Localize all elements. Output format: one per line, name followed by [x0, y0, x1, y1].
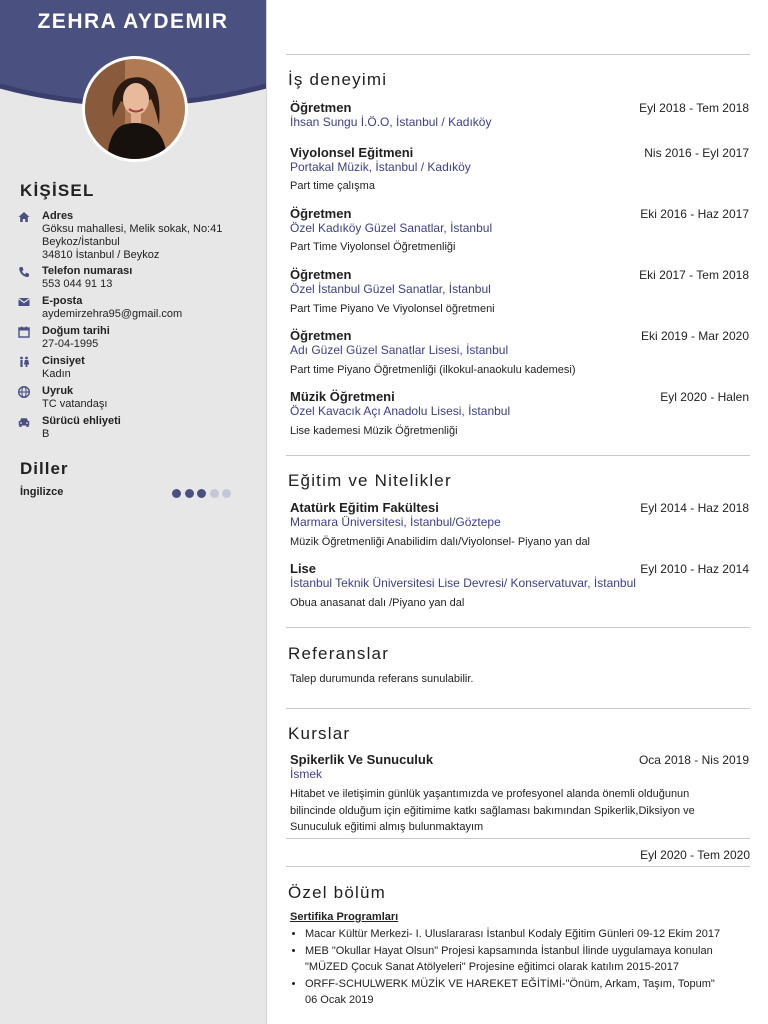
nationality-label: Uyruk: [42, 385, 74, 397]
experience-role: Müzik Öğretmeni: [290, 389, 395, 404]
section-divider: [286, 838, 750, 839]
phone-value: 553 044 91 13: [42, 278, 113, 290]
calendar-icon: [17, 325, 31, 339]
level-dot: [222, 489, 231, 498]
experience-org: Özel Kadıköy Güzel Sanatlar, İstanbul: [290, 221, 493, 235]
section-divider: [286, 455, 750, 456]
courses-title: Kurslar: [288, 724, 351, 743]
address-label: Adres: [42, 210, 74, 222]
experience-role: Viyolonsel Eğitmeni: [290, 145, 414, 160]
education-title: Eğitim ve Nitelikler: [288, 471, 452, 490]
certificate-item: • ORFF-SCHULWERK MÜZİK VE HAREKET EĞİTİMİ-"Önüm, Arkam, Taşım, Topum" 06 Ocak 2019: [305, 976, 749, 1009]
experience-org: Adı Güzel Güzel Sanatlar Lisesi, İstanbul: [290, 343, 509, 357]
globe-icon: [17, 385, 31, 399]
email-value: aydemirzehra95@gmail.com: [42, 308, 183, 320]
education-org: Marmara Üniversitesi, İstanbul/Göztepe: [290, 515, 501, 529]
extra-course-date: Eyl 2020 - Tem 2020: [640, 848, 750, 862]
nationality-value: TC vatandaşı: [42, 398, 108, 410]
experience-date: Eyl 2020 - Halen: [660, 390, 749, 404]
license-label: Sürücü ehliyeti: [42, 415, 121, 427]
avatar-icon: [85, 59, 185, 159]
experience-desc: Lise kademesi Müzik Öğretmenliği: [290, 425, 458, 437]
experience-desc: Part Time Piyano Ve Viyolonsel öğretmeni: [290, 303, 495, 315]
special-title: Özel bölüm: [288, 883, 386, 902]
references-text: Talep durumunda referans sunulabilir.: [290, 673, 474, 685]
phone-icon: [17, 265, 31, 279]
course-description: Hitabet ve iletişimin günlük yaşantımızda ve profesyonel alanda önemli olduğunun bilincinde olduğum için eğitimime katkı sağlaması bakımından Spikerlik,Diksiyon ve Sunuculuk eğitimi almış bulunmaktayım: [290, 788, 695, 833]
address-value: Göksu mahallesi, Melik sokak, No:41 Beykoz/İstanbul 34810 İstanbul / Beykoz: [42, 223, 223, 261]
sidebar: [0, 0, 267, 1024]
certificate-item: • MEB "Okullar Hayat Olsun" Projesi kapsamında İstanbul İlinde uygulamaya konulan "MÜZED Çocuk Sanat Atölyeleri" Projesine eğitimci olarak katılım 2015-2017: [305, 943, 749, 976]
birthdate-label: Doğum tarihi: [42, 325, 110, 337]
email-label: E-posta: [42, 295, 83, 307]
phone-label: Telefon numarası: [42, 265, 133, 277]
experience-org: Özel Kavacık Açı Anadolu Lisesi, İstanbul: [290, 404, 511, 418]
experience-org: Portakal Müzik, İstanbul / Kadıköy: [290, 160, 471, 174]
experience-date: Eki 2016 - Haz 2017: [640, 207, 749, 221]
experience-date: Eki 2019 - Mar 2020: [640, 329, 749, 343]
gender-label: Cinsiyet: [42, 355, 85, 367]
experience-desc: Part time Piyano Öğretmenliği (ilkokul-anaokulu kademesi): [290, 364, 576, 376]
section-divider: [286, 866, 750, 867]
education-org: İstanbul Teknik Üniversitesi Lise Devresi/ Konservatuvar, İstanbul: [290, 576, 636, 590]
course-date: Oca 2018 - Nis 2019: [638, 753, 749, 767]
gender-icon: [17, 355, 31, 369]
references-title: Referanslar: [288, 644, 390, 663]
language-name: İngilizce: [20, 486, 64, 498]
experience-date: Eyl 2018 - Tem 2018: [639, 101, 749, 115]
education-school: Lise: [290, 561, 317, 576]
experience-role: Öğretmen: [290, 328, 352, 343]
experience-org: İhsan Sungu İ.Ö.O, İstanbul / Kadıköy: [290, 115, 492, 129]
experience-role: Öğretmen: [290, 100, 352, 115]
language-level-dots: [172, 489, 235, 507]
mail-icon: [17, 295, 31, 309]
main-content: [286, 0, 750, 1024]
education-desc: Obua anasanat dalı /Piyano yan dal: [290, 597, 465, 609]
certificate-list: [290, 926, 749, 1009]
experience-date: Eki 2017 - Tem 2018: [639, 268, 749, 282]
certificates-subtitle: Sertifika Programları: [290, 911, 399, 923]
experience-role: Öğretmen: [290, 267, 352, 282]
personal-section-title: KİŞİSEL: [20, 181, 95, 200]
gender-value: Kadın: [42, 368, 71, 380]
profile-photo: [82, 56, 188, 162]
experience-title: İş deneyimi: [288, 70, 388, 89]
course-org: İsmek: [290, 767, 323, 781]
certificate-item: • Macar Kültür Merkezi- I. Uluslararası İstanbul Kodaly Eğitim Günleri 09-12 Ekim 2017: [305, 926, 749, 943]
education-desc: Müzik Öğretmenliği Anabilidim dalı/Viyolonsel- Piyano yan dal: [290, 536, 591, 548]
experience-desc: Part time çalışma: [290, 180, 375, 192]
home-icon: [17, 210, 31, 224]
education-date: Eyl 2014 - Haz 2018: [640, 501, 749, 515]
profile-name: ZEHRA AYDEMIR: [37, 10, 229, 33]
level-dot: [197, 489, 206, 498]
birthdate-value: 27-04-1995: [42, 338, 99, 350]
level-dot: [172, 489, 181, 498]
license-value: B: [42, 428, 50, 440]
experience-org: Özel İstanbul Güzel Sanatlar, İstanbul: [290, 282, 491, 296]
level-dot: [210, 489, 219, 498]
education-school: Atatürk Eğitim Fakültesi: [290, 500, 439, 515]
education-date: Eyl 2010 - Haz 2014: [640, 562, 749, 576]
level-dot: [185, 489, 194, 498]
experience-date: Nis 2016 - Eyl 2017: [644, 146, 749, 160]
experience-desc: Part Time Viyolonsel Öğretmenliği: [290, 241, 456, 253]
car-icon: [17, 415, 31, 429]
course-name: Spikerlik Ve Sunuculuk: [290, 752, 434, 767]
experience-role: Öğretmen: [290, 206, 352, 221]
section-divider: [286, 708, 750, 709]
languages-section-title: Diller: [20, 459, 69, 478]
section-divider: [286, 627, 750, 628]
section-divider: [286, 54, 750, 55]
